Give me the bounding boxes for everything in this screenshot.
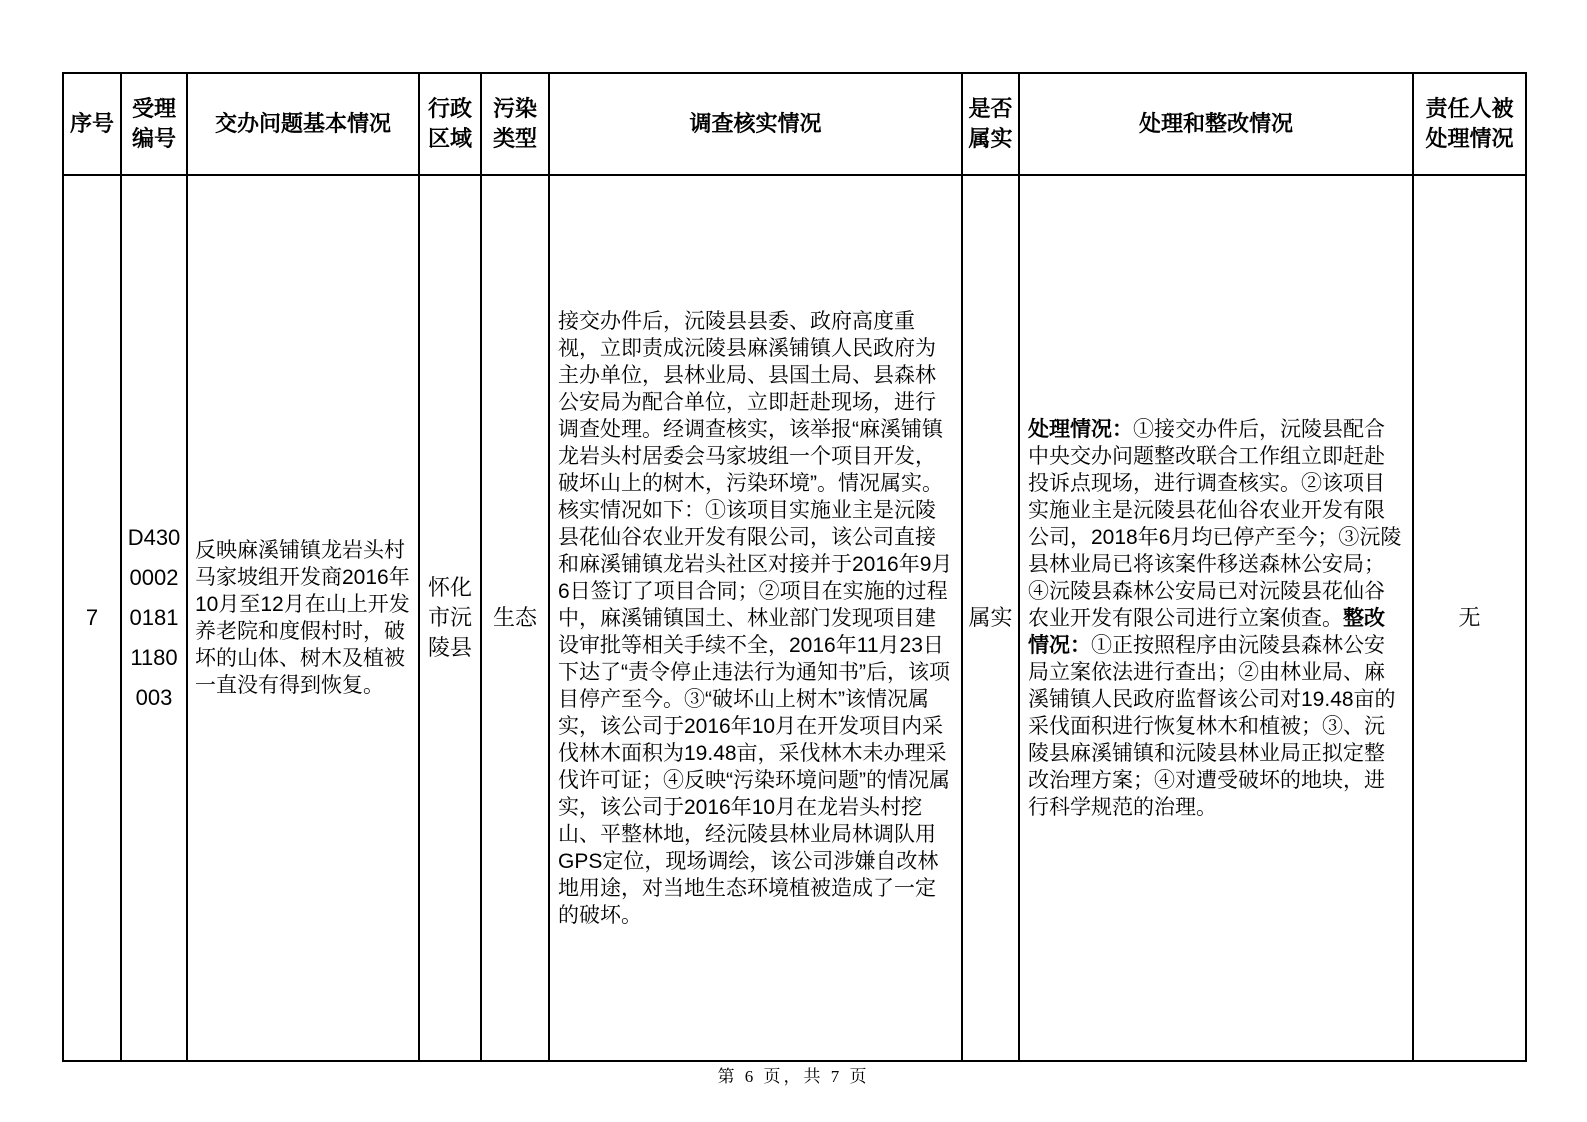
- case-number-line: 0002: [129, 565, 179, 590]
- cell-case-number: [121, 175, 187, 1061]
- col-header-problem: 交办问题基本情况: [187, 73, 419, 175]
- case-number-line: D430: [127, 525, 181, 550]
- cell-verified: 属实: [962, 175, 1019, 1061]
- cell-responsible: 无: [1413, 175, 1526, 1061]
- col-header-case-number: 受理编号: [121, 73, 187, 175]
- cell-problem: 反映麻溪铺镇龙岩头村马家坡组开发商2016年10月至12月在山上开发养老院和度假村时，破坏的山体、树木及植被一直没有得到恢复。: [187, 175, 419, 1061]
- cell-region: 怀化市沅陵县: [419, 175, 481, 1061]
- col-header-handling: 处理和整改情况: [1019, 73, 1413, 175]
- col-header-investigation: 调查核实情况: [549, 73, 962, 175]
- rectification-text: ①正按照程序由沅陵县森林公安局立案依法进行查出；②由林业局、麻溪铺镇人民政府监督该公司对19.48亩的采伐面积进行恢复林木和植被；③、沅陵县麻溪铺镇和沅陵县林业局正拟定整改治理方案；④对遭受破坏的地块，进行科学规范的治理。: [1028, 633, 1396, 819]
- cell-investigation: 接交办件后，沅陵县县委、政府高度重视，立即责成沅陵县麻溪铺镇人民政府为主办单位，县林业局、县国土局、县森林公安局为配合单位，立即赶赴现场，进行调查处理。经调查核实，该举报“麻溪铺镇龙岩头村居委会马家坡组一个项目开发，破坏山上的树木，污染环境”。情况属实。核实情况如下：①该项目实施业主是沅陵县花仙谷农业开发有限公司，该公司直接和麻溪铺镇龙岩头社区对接并于2016年9月6日签订了项目合同；②项目在实施的过程中，麻溪铺镇国土、林业部门发现项目建设审批等相关手续不全，2016年11月23日下达了“责令停止违法行为通知书”后，该项目停产至今。③“破坏山上树木”该情况属实，该公司于2016年10月在开发项目内采伐林木面积为19.48亩，采伐林木未办理采伐许可证；④反映“污染环境问题”的情况属实，该公司于2016年10月在龙岩头村挖山、平整林地，经沅陵县林业局林调队用GPS定位，现场调绘，该公司涉嫌自改林地用途，对当地生态环境植被造成了一定的破坏。: [549, 175, 962, 1061]
- case-number-line: 0181: [129, 605, 179, 630]
- col-header-verified: 是否属实: [962, 73, 1019, 175]
- case-number-line: 003: [135, 685, 173, 710]
- col-header-region: 行政区域: [419, 73, 481, 175]
- cell-pollution-type: 生态: [481, 175, 549, 1061]
- inspection-report-table: [62, 72, 1527, 1062]
- cell-handling: [1019, 175, 1413, 1061]
- col-header-pollution-type: 污染类型: [481, 73, 549, 175]
- col-header-responsible: 责任人被处理情况: [1413, 73, 1526, 175]
- case-number-line: 1180: [130, 645, 178, 670]
- handling-label: 处理情况：: [1028, 417, 1133, 441]
- table-row: [63, 175, 1526, 1061]
- cell-serial: 7: [63, 175, 121, 1061]
- page-footer: 第 6 页，共 7 页: [717, 1067, 870, 1086]
- header-row: [63, 73, 1526, 175]
- rectification-label: 整改情况：: [1028, 606, 1385, 657]
- handling-text: ①接交办件后，沅陵县配合中央交办问题整改联合工作组立即赶赴投诉点现场，进行调查核实。②该项目实施业主是沅陵县花仙谷农业开发有限公司，2018年6月均已停产至今；③沅陵县林业局已将该案件移送森林公安局；④沅陵县森林公安局已对沅陵县花仙谷农业开发有限公司进行立案侦查。: [1028, 417, 1402, 630]
- col-header-serial: 序号: [63, 73, 121, 175]
